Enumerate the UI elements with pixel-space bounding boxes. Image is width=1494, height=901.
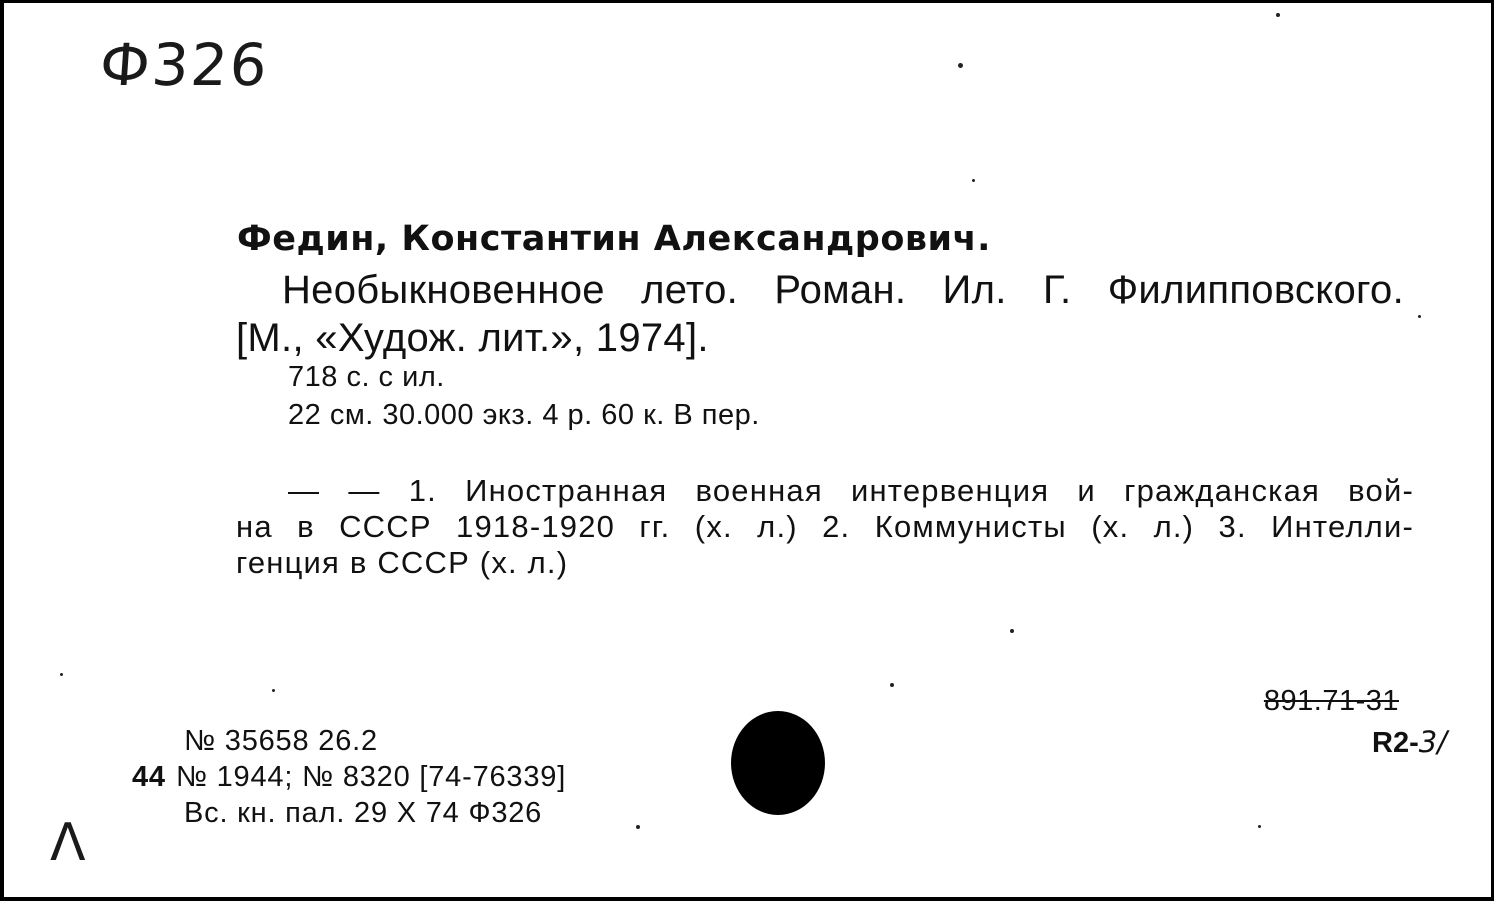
classification-code — [1372, 725, 1447, 760]
scan-speck — [636, 825, 640, 829]
classification-handwritten: 3/ — [1418, 725, 1447, 759]
series-numbers-row — [132, 761, 566, 794]
classification-struck-text: 891.71-31 — [1263, 685, 1399, 717]
publication-line: [М., «Худож. лит.», 1974]. — [236, 316, 709, 360]
scan-speck — [1010, 629, 1014, 633]
subject-line: генция в СССР (х. л.) — [236, 545, 569, 580]
scan-speck — [1418, 315, 1421, 318]
subject-line: — — 1. Иностранная военная интервенция и гражданская вой- — [288, 473, 1414, 508]
series-prefix: 44 — [132, 761, 166, 793]
scan-speck — [1276, 13, 1280, 17]
scan-speck — [958, 63, 963, 68]
shelf-mark-handwritten: Ф326 — [97, 31, 272, 99]
punch-hole — [731, 711, 825, 815]
author-heading: Федин, Константин Александрович. — [237, 219, 991, 259]
classification-struck — [1264, 685, 1399, 718]
pages-line: 718 с. с ил. — [288, 361, 445, 393]
subject-line: на в СССР 1918-1920 гг. (х. л.) 2. Коммунисты (х. л.) 3. Интелли- — [236, 509, 1414, 544]
scan-speck — [272, 689, 275, 692]
corner-mark-handwritten: Λ — [50, 813, 86, 873]
record-number: № 35658 26.2 — [184, 725, 378, 757]
scan-speck — [890, 683, 894, 687]
chamber-note: Вс. кн. пал. 29 X 74 Ф326 — [184, 797, 543, 829]
scan-speck — [1258, 825, 1261, 828]
size-edition-price-line: 22 см. 30.000 экз. 4 р. 60 к. В пер. — [288, 399, 760, 431]
title-line: Необыкновенное лето. Роман. Ил. Г. Филипповского. — [282, 268, 1404, 312]
series-numbers: № 1944; № 8320 [74-76339] — [175, 761, 567, 793]
subject-headings — [236, 473, 1414, 581]
scan-speck — [972, 179, 975, 182]
scan-speck — [60, 673, 63, 676]
classification-code-text: R2- — [1372, 727, 1419, 759]
